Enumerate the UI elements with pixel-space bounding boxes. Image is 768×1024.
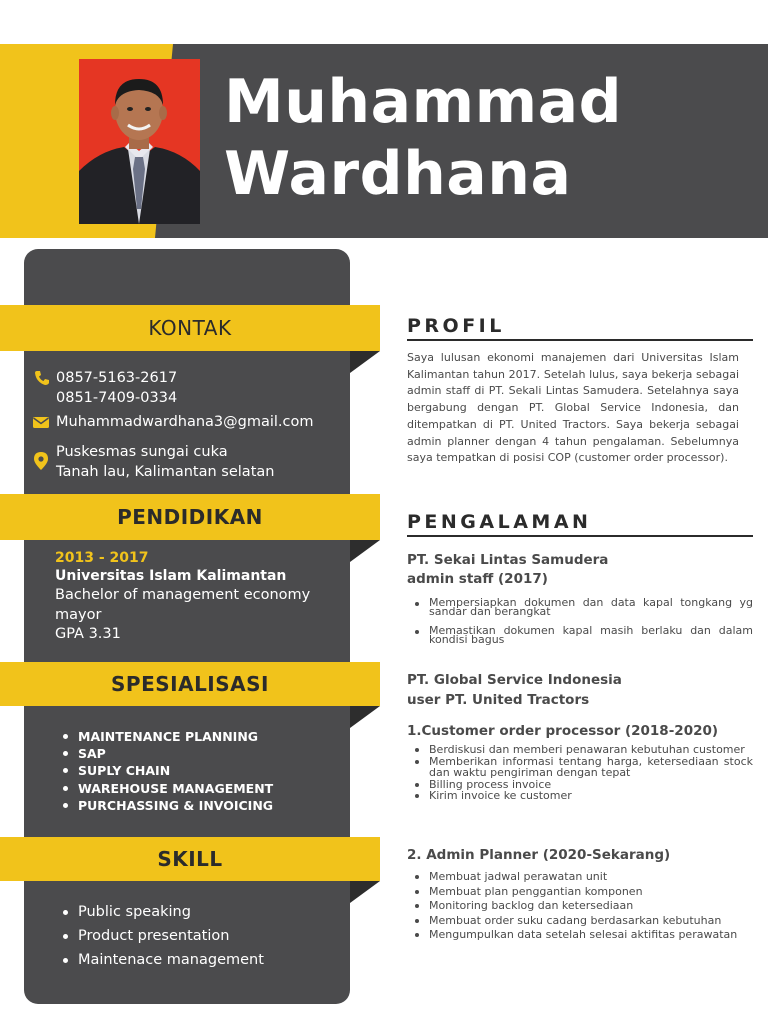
profile-text: Saya lulusan ekonomi manajemen dari Universitas Islam Kalimantan tahun 2017. Setelah lulus, saya bekerja sebagai admin staff di PT. Sekali Lintas Samudera. Setelahnya saya bergabung dengan PT. Global Service Indonesia, dan ditempatkan di PT. United Tractors. Saya bekerja sebagai admin planner dengan 4 tahun pengalaman. Sebelumnya saya tempatkan di posisi COP (customer order processor). [407,351,739,465]
education-heading-band [0,494,380,540]
list-item: Mengumpulkan data setelah selesai aktifitas perawatan [413,929,753,942]
full-name [224,66,764,210]
list-item: Maintenace management [60,948,264,972]
specialization-band-fold [350,706,380,728]
specialization-heading-band [0,662,380,706]
list-item: PURCHASSING & INVOICING [60,797,273,814]
list-item: Mempersiapkan dokumen dan data kapal tongkang yg sandar dan berangkat [413,598,753,616]
role-b-duties [413,871,753,944]
list-item: Membuat plan penggantian komponen [413,886,753,899]
role-a-duties [413,744,753,802]
education-band-fold [350,540,380,562]
skill-heading: SKILL [157,847,223,871]
location-pin-icon [32,451,50,469]
profile-photo [79,59,200,224]
address-line-2: Tanah lau, Kalimantan selatan [56,464,275,480]
profile-heading: PROFIL [407,315,505,337]
list-item: SAP [60,745,273,762]
contact-band-fold [350,351,380,373]
education-school: Universitas Islam Kalimantan [55,568,287,584]
email-text: Muhammadwardhana3@gmail.com [56,414,314,430]
experience-heading: PENGALAMAN [407,511,592,533]
education-heading: PENDIDIKAN [117,505,263,529]
list-item: Berdiskusi dan memberi penawaran kebutuhan customer [413,744,753,756]
name-last: Wardhana [224,139,572,209]
experience-divider [407,535,753,537]
job1-duties [413,598,753,654]
education-degree-line-2: mayor [55,607,102,623]
job1-role: admin staff (2017) [407,571,548,587]
specialization-heading: SPESIALISASI [111,672,269,696]
profile-divider [407,339,753,341]
phone-icon [33,369,51,387]
list-item: Monitoring backlog dan ketersediaan [413,900,753,913]
job1-company: PT. Sekai Lintas Samudera [407,552,609,568]
list-item: WAREHOUSE MANAGEMENT [60,780,273,797]
list-item: Memastikan dokumen kapal masih berlaku dan dalam kondisi bagus [413,626,753,644]
job2-company: PT. Global Service Indonesia [407,672,622,688]
list-item: Billing process invoice [413,779,753,791]
phone-2: 0851-7409-0334 [56,390,178,406]
list-item: Membuat jadwal perawatan unit [413,871,753,884]
skill-list [60,900,264,972]
education-years: 2013 - 2017 [55,550,149,566]
contact-heading: KONTAK [148,316,232,340]
list-item: Public speaking [60,900,264,924]
skill-band-fold [350,881,380,903]
education-gpa: GPA 3.31 [55,626,121,642]
role-b-title: 2. Admin Planner (2020-Sekarang) [407,847,671,863]
list-item: MAINTENANCE PLANNING [60,728,273,745]
list-item: SUPLY CHAIN [60,762,273,779]
list-item: Memberikan informasi tentang harga, ketersediaan stock dan waktu pengiriman dengan tepat [413,756,753,779]
phone-1: 0857-5163-2617 [56,370,178,386]
education-degree-line-1: Bachelor of management economy [55,587,311,603]
role-a-title: 1.Customer order processor (2018-2020) [407,723,719,739]
specialization-list [60,728,273,814]
list-item: Kirim invoice ke customer [413,790,753,802]
address-line-1: Puskesmas sungai cuka [56,444,228,460]
list-item: Product presentation [60,924,264,948]
skill-heading-band [0,837,380,881]
contact-heading-band [0,305,380,351]
name-first: Muhammad [224,67,623,137]
email-icon [32,413,50,431]
job2-client: user PT. United Tractors [407,692,590,708]
list-item: Membuat order suku cadang berdasarkan kebutuhan [413,915,753,928]
